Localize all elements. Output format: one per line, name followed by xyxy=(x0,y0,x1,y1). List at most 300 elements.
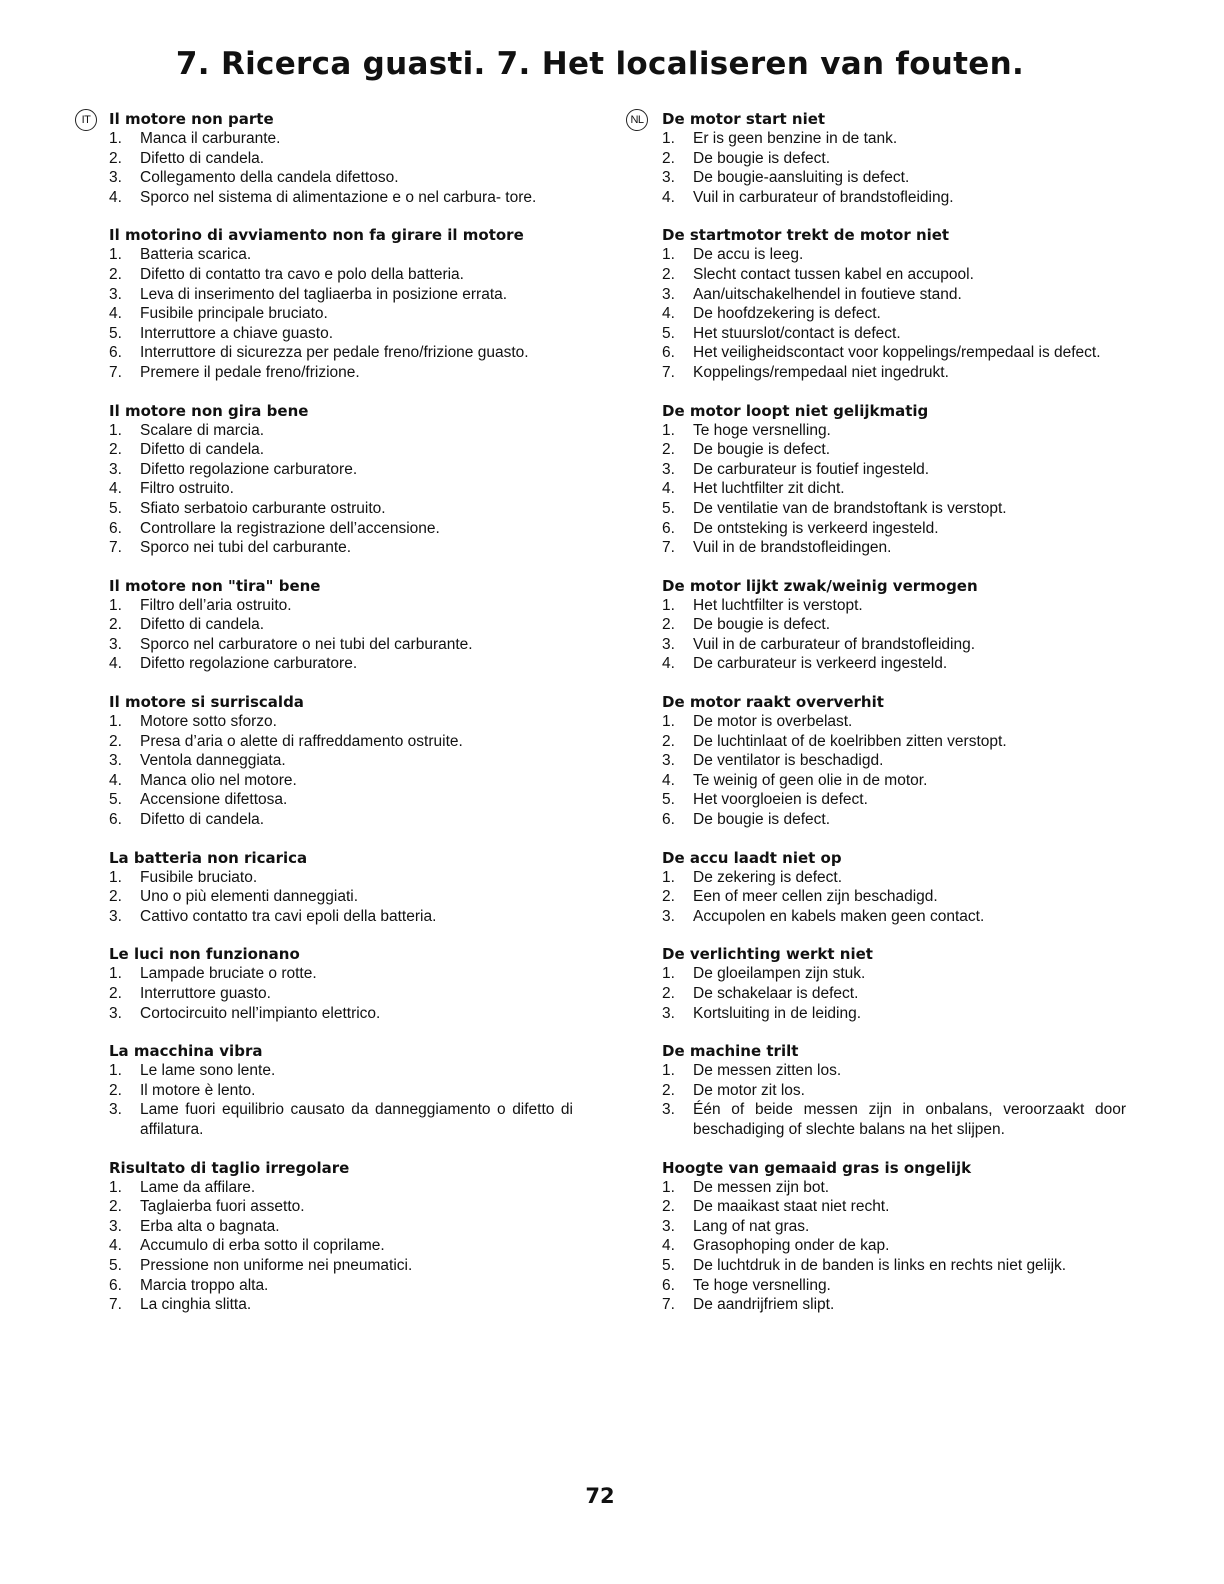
item-text: Cattivo contatto tra cavi epoli della batteria. xyxy=(140,907,437,925)
section-heading: De motor loopt niet gelijkmatig xyxy=(662,401,929,420)
item-text: Het stuurslot/contact is defect. xyxy=(693,324,901,342)
item-number: 4. xyxy=(662,1237,675,1255)
item-number: 1. xyxy=(662,713,675,731)
list-item xyxy=(109,615,573,635)
list-item xyxy=(109,538,573,558)
troubleshooting-section xyxy=(109,1042,573,1139)
item-number: 3. xyxy=(109,752,122,770)
item-text: Filtro ostruito. xyxy=(140,480,234,498)
item-text: Le lame sono lente. xyxy=(140,1062,276,1080)
troubleshooting-section xyxy=(109,945,573,1023)
section-heading: La macchina vibra xyxy=(109,1042,263,1061)
list-item xyxy=(109,1236,573,1256)
list-item xyxy=(662,1276,1126,1296)
list-item xyxy=(662,168,1126,188)
list-item xyxy=(109,1256,573,1276)
list-item xyxy=(662,1236,1126,1256)
troubleshooting-section xyxy=(109,1159,573,1315)
item-text: De bougie is defect. xyxy=(693,441,831,459)
item-text: Lame fuori equilibrio causato da danneggiamento o difetto di affilatura. xyxy=(140,1101,573,1138)
list-item xyxy=(109,324,573,344)
item-text: Premere il pedale freno/frizione. xyxy=(140,363,360,381)
item-number: 3. xyxy=(109,1101,122,1119)
item-text: Één of beide messen zijn in onbalans, veroorzaakt door beschadiging of slechte balans na het slijpen. xyxy=(693,1101,1126,1138)
item-number: 2. xyxy=(109,732,122,750)
item-number: 5. xyxy=(109,499,122,517)
item-number: 5. xyxy=(109,1256,122,1274)
item-text: Sfiato serbatoio carburante ostruito. xyxy=(140,499,386,517)
list-item xyxy=(662,596,1126,616)
troubleshooting-section xyxy=(662,693,1126,830)
list-item xyxy=(109,1197,573,1217)
item-text: De ventilatie van de brandstoftank is verstopt. xyxy=(693,499,1007,517)
item-number: 5. xyxy=(109,324,122,342)
list-item xyxy=(662,1004,1126,1024)
list-item xyxy=(109,285,573,305)
troubleshooting-section xyxy=(109,226,573,382)
list-item xyxy=(662,304,1126,324)
item-number: 5. xyxy=(662,791,675,809)
item-number: 3. xyxy=(662,1217,675,1235)
item-text: Het voorgloeien is defect. xyxy=(693,791,868,809)
item-number: 1. xyxy=(662,596,675,614)
list-item xyxy=(109,887,573,907)
list-item xyxy=(109,964,573,984)
item-number: 1. xyxy=(109,713,122,731)
list-item xyxy=(662,460,1126,480)
item-number: 1. xyxy=(109,868,122,886)
item-number: 7. xyxy=(109,1296,122,1314)
list-item xyxy=(109,440,573,460)
language-badge-nl: NL xyxy=(626,109,648,131)
item-text: De ontsteking is verkeerd ingesteld. xyxy=(693,519,939,537)
list-item xyxy=(109,984,573,1004)
item-number: 3. xyxy=(109,1217,122,1235)
troubleshooting-section xyxy=(109,693,573,830)
item-text: Accensione difettosa. xyxy=(140,791,288,809)
list-item xyxy=(662,751,1126,771)
troubleshooting-section xyxy=(662,110,1126,207)
item-text: Koppelings/rempedaal niet ingedrukt. xyxy=(693,363,949,381)
item-text: Vuil in de brandstofleidingen. xyxy=(693,539,892,557)
item-number: 1. xyxy=(109,130,122,147)
item-text: De carburateur is verkeerd ingesteld. xyxy=(693,655,948,673)
section-heading: Il motorino di avviamento non fa girare il motore xyxy=(109,226,524,245)
item-number: 2. xyxy=(109,616,122,634)
item-text: Te hoge versnelling. xyxy=(693,1276,831,1294)
section-heading: Il motore non parte xyxy=(109,110,274,128)
list-item xyxy=(109,129,573,149)
column-nl xyxy=(630,110,1126,1334)
item-text: Filtro dell’aria ostruito. xyxy=(140,596,292,614)
section-heading: Risultato di taglio irregolare xyxy=(109,1158,350,1177)
item-number: 2. xyxy=(109,888,122,906)
item-text: Accupolen en kabels maken geen contact. xyxy=(693,907,985,925)
item-number: 2. xyxy=(662,888,675,906)
item-number: 7. xyxy=(662,363,675,381)
list-item xyxy=(109,421,573,441)
item-number: 2. xyxy=(109,1081,122,1099)
cause-list xyxy=(109,1061,573,1139)
list-item xyxy=(109,712,573,732)
list-item xyxy=(109,907,573,927)
list-item xyxy=(662,1256,1126,1276)
item-text: Interruttore guasto. xyxy=(140,985,271,1002)
list-item xyxy=(662,149,1126,169)
item-text: De ventilator is beschadigd. xyxy=(693,752,884,770)
troubleshooting-section xyxy=(662,945,1126,1023)
item-text: Erba alta o bagnata. xyxy=(140,1217,280,1235)
item-number: 6. xyxy=(109,344,122,362)
item-number: 2. xyxy=(662,441,675,459)
cause-list xyxy=(109,596,573,674)
list-item xyxy=(662,964,1126,984)
item-number: 2. xyxy=(109,441,122,459)
list-item xyxy=(109,479,573,499)
item-text: Difetto di candela. xyxy=(140,441,265,459)
item-number: 3. xyxy=(662,1101,675,1119)
item-number: 3. xyxy=(662,635,675,653)
item-text: Fusibile principale bruciato. xyxy=(140,305,328,323)
list-item xyxy=(662,343,1126,363)
item-text: Pressione non uniforme nei pneumatici. xyxy=(140,1256,413,1274)
list-item xyxy=(662,265,1126,285)
item-number: 4. xyxy=(109,771,122,789)
troubleshooting-section xyxy=(109,402,573,558)
item-text: Vuil in de carburateur of brandstofleiding. xyxy=(693,635,976,653)
troubleshooting-section xyxy=(109,577,573,674)
item-number: 6. xyxy=(109,811,122,829)
item-text: De bougie is defect. xyxy=(693,811,831,829)
item-number: 4. xyxy=(109,188,122,206)
item-number: 2. xyxy=(109,149,122,167)
section-heading: Il motore si surriscalda xyxy=(109,693,304,712)
list-item xyxy=(109,732,573,752)
list-item xyxy=(662,1217,1126,1237)
item-number: 1. xyxy=(109,1178,122,1196)
item-number: 6. xyxy=(109,519,122,537)
list-item xyxy=(662,440,1126,460)
item-text: Interruttore a chiave guasto. xyxy=(140,324,334,342)
item-text: Lampade bruciate o rotte. xyxy=(140,965,317,983)
item-number: 5. xyxy=(662,324,675,342)
list-item xyxy=(109,363,573,383)
item-text: Leva di inserimento del tagliaerba in posizione errata. xyxy=(140,285,508,303)
section-list xyxy=(662,110,1126,1315)
item-text: Difetto di candela. xyxy=(140,811,265,829)
item-number: 3. xyxy=(662,907,675,925)
item-text: La cinghia slitta. xyxy=(140,1296,252,1314)
list-item xyxy=(662,1061,1126,1081)
item-text: Kortsluiting in de leiding. xyxy=(693,1004,862,1022)
list-item xyxy=(109,1295,573,1315)
list-item xyxy=(662,887,1126,907)
item-number: 4. xyxy=(662,305,675,323)
list-item xyxy=(109,1178,573,1198)
troubleshooting-section xyxy=(662,1159,1126,1315)
item-text: De messen zitten los. xyxy=(693,1062,842,1080)
section-heading: Hoogte van gemaaid gras is ongelijk xyxy=(662,1158,972,1177)
cause-list xyxy=(109,421,573,558)
item-text: Vuil in carburateur of brandstofleiding. xyxy=(693,188,954,206)
list-item xyxy=(109,1276,573,1296)
item-number: 7. xyxy=(662,1296,675,1314)
item-text: Te weinig of geen olie in de motor. xyxy=(693,771,928,789)
item-text: De zekering is defect. xyxy=(693,868,843,886)
section-list xyxy=(109,110,573,1315)
item-number: 2. xyxy=(662,985,675,1002)
item-text: Interruttore di sicurezza per pedale freno/frizione guasto. xyxy=(140,344,529,362)
item-text: De bougie-aansluiting is defect. xyxy=(693,169,910,187)
item-text: De aandrijfriem slipt. xyxy=(693,1296,835,1314)
list-item xyxy=(109,499,573,519)
list-item xyxy=(662,635,1126,655)
item-text: Sporco nel carburatore o nei tubi del carburante. xyxy=(140,635,473,653)
cause-list xyxy=(662,964,1126,1023)
section-heading: De motor raakt oververhit xyxy=(662,693,884,712)
item-text: Fusibile bruciato. xyxy=(140,868,258,886)
section-heading: De startmotor trekt de motor niet xyxy=(662,226,950,245)
item-number: 2. xyxy=(662,265,675,283)
item-number: 4. xyxy=(662,771,675,789)
list-item xyxy=(662,129,1126,149)
item-text: Ventola danneggiata. xyxy=(140,752,286,770)
item-text: Aan/uitschakelhendel in foutieve stand. xyxy=(693,285,962,303)
list-item xyxy=(662,363,1126,383)
cause-list xyxy=(662,129,1126,207)
item-number: 2. xyxy=(109,985,122,1002)
list-item xyxy=(109,149,573,169)
list-item xyxy=(109,1217,573,1237)
section-heading: De motor start niet xyxy=(662,110,826,128)
item-text: Collegamento della candela difettoso. xyxy=(140,169,399,187)
item-number: 3. xyxy=(109,285,122,303)
cause-list xyxy=(662,421,1126,558)
list-item xyxy=(662,188,1126,208)
list-item xyxy=(109,1081,573,1101)
item-text: Sporco nei tubi del carburante. xyxy=(140,539,352,557)
list-item xyxy=(109,751,573,771)
item-text: Batteria scarica. xyxy=(140,246,252,264)
section-heading: Il motore non gira bene xyxy=(109,401,309,420)
item-number: 1. xyxy=(109,1062,122,1080)
cause-list xyxy=(662,1061,1126,1139)
item-number: 2. xyxy=(662,616,675,634)
section-heading: De motor lijkt zwak/weinig vermogen xyxy=(662,576,978,595)
list-item xyxy=(662,1178,1126,1198)
item-number: 1. xyxy=(109,965,122,983)
item-text: De messen zijn bot. xyxy=(693,1178,830,1196)
item-number: 6. xyxy=(109,1276,122,1294)
list-item xyxy=(662,907,1126,927)
item-text: Difetto regolazione carburatore. xyxy=(140,460,358,478)
cause-list xyxy=(662,596,1126,674)
troubleshooting-section xyxy=(662,1042,1126,1139)
list-item xyxy=(109,1004,573,1024)
item-number: 4. xyxy=(662,655,675,673)
page-title: 7. Ricerca guasti. 7. Het localiseren van fouten. xyxy=(175,46,1025,82)
list-item xyxy=(109,168,573,188)
list-item xyxy=(662,790,1126,810)
item-number: 6. xyxy=(662,519,675,537)
item-number: 3. xyxy=(662,1004,675,1022)
item-number: 1. xyxy=(662,965,675,983)
cause-list xyxy=(662,868,1126,927)
item-number: 2. xyxy=(662,1198,675,1216)
item-number: 1. xyxy=(662,868,675,886)
item-number: 3. xyxy=(109,635,122,653)
item-number: 7. xyxy=(109,539,122,557)
list-item xyxy=(109,868,573,888)
item-text: Een of meer cellen zijn beschadigd. xyxy=(693,888,938,906)
list-item xyxy=(109,1061,573,1081)
item-number: 3. xyxy=(662,752,675,770)
item-text: Difetto di candela. xyxy=(140,149,265,167)
item-number: 2. xyxy=(109,1198,122,1216)
cause-list xyxy=(109,129,573,207)
item-text: De gloeilampen zijn stuk. xyxy=(693,965,866,983)
list-item xyxy=(662,519,1126,539)
item-text: Accumulo di erba sotto il coprilame. xyxy=(140,1237,385,1255)
list-item xyxy=(662,732,1126,752)
item-text: De motor is overbelast. xyxy=(693,713,853,731)
item-number: 1. xyxy=(662,246,675,264)
item-number: 2. xyxy=(662,1081,675,1099)
item-number: 4. xyxy=(109,1237,122,1255)
list-item xyxy=(109,188,573,208)
list-item xyxy=(662,712,1126,732)
item-text: De hoofdzekering is defect. xyxy=(693,305,881,323)
item-number: 3. xyxy=(109,169,122,187)
item-text: De accu is leeg. xyxy=(693,246,804,264)
list-item xyxy=(662,1081,1126,1101)
cause-list xyxy=(109,245,573,382)
list-item xyxy=(109,519,573,539)
item-number: 5. xyxy=(662,1256,675,1274)
list-item xyxy=(109,245,573,265)
list-item xyxy=(109,771,573,791)
troubleshooting-section xyxy=(662,577,1126,674)
item-number: 4. xyxy=(109,655,122,673)
list-item xyxy=(109,1100,573,1139)
troubleshooting-section xyxy=(662,402,1126,558)
list-item xyxy=(662,868,1126,888)
item-text: Taglaierba fuori assetto. xyxy=(140,1198,305,1216)
list-item xyxy=(662,615,1126,635)
section-heading: De verlichting werkt niet xyxy=(662,945,873,964)
list-item xyxy=(662,1197,1126,1217)
item-text: Er is geen benzine in de tank. xyxy=(693,130,898,147)
item-text: Lang of nat gras. xyxy=(693,1217,810,1235)
page-number: 72 xyxy=(585,1484,615,1508)
item-number: 3. xyxy=(109,907,122,925)
item-number: 3. xyxy=(109,1004,122,1022)
troubleshooting-section xyxy=(662,849,1126,927)
column-it xyxy=(81,110,573,1334)
list-item xyxy=(662,810,1126,830)
item-number: 6. xyxy=(662,1276,675,1294)
list-item xyxy=(662,984,1126,1004)
item-text: Controllare la registrazione dell’accensione. xyxy=(140,519,440,537)
item-number: 2. xyxy=(662,732,675,750)
item-text: Lame da affilare. xyxy=(140,1178,256,1196)
item-text: De luchtinlaat of de koelribben zitten verstopt. xyxy=(693,732,1007,750)
item-number: 1. xyxy=(109,421,122,439)
cause-list xyxy=(662,712,1126,830)
list-item xyxy=(109,810,573,830)
item-text: Het luchtfilter zit dicht. xyxy=(693,480,845,498)
item-text: De schakelaar is defect. xyxy=(693,985,859,1002)
list-item xyxy=(109,460,573,480)
item-number: 6. xyxy=(662,811,675,829)
list-item xyxy=(662,499,1126,519)
item-number: 3. xyxy=(109,460,122,478)
item-number: 1. xyxy=(662,1178,675,1196)
list-item xyxy=(662,245,1126,265)
item-text: De carburateur is foutief ingesteld. xyxy=(693,460,930,478)
cause-list xyxy=(109,868,573,927)
section-heading: La batteria non ricarica xyxy=(109,848,308,867)
section-heading: De accu laadt niet op xyxy=(662,848,842,867)
item-text: Il motore è lento. xyxy=(140,1081,256,1099)
section-heading: Il motore non "tira" bene xyxy=(109,576,321,595)
item-text: Presa d’aria o alette di raffreddamento ostruite. xyxy=(140,732,463,750)
troubleshooting-section xyxy=(109,110,573,207)
item-text: Scalare di marcia. xyxy=(140,421,265,439)
list-item xyxy=(109,635,573,655)
item-text: De maaikast staat niet recht. xyxy=(693,1198,890,1216)
item-number: 1. xyxy=(662,130,675,147)
item-text: Difetto di candela. xyxy=(140,616,265,634)
item-text: Motore sotto sforzo. xyxy=(140,713,277,731)
item-text: De motor zit los. xyxy=(693,1081,805,1099)
list-item xyxy=(662,421,1126,441)
item-text: Difetto di contatto tra cavo e polo della batteria. xyxy=(140,265,464,283)
list-item xyxy=(662,1100,1126,1139)
list-item xyxy=(662,654,1126,674)
list-item xyxy=(109,343,573,363)
list-item xyxy=(662,1295,1126,1315)
item-text: De bougie is defect. xyxy=(693,149,831,167)
list-item xyxy=(109,790,573,810)
cause-list xyxy=(662,245,1126,382)
item-text: Slecht contact tussen kabel en accupool. xyxy=(693,265,974,283)
list-item xyxy=(109,304,573,324)
item-text: De luchtdruk in de banden is links en rechts niet gelijk. xyxy=(693,1256,1067,1274)
item-text: Manca olio nel motore. xyxy=(140,771,297,789)
item-number: 4. xyxy=(662,480,675,498)
item-number: 7. xyxy=(109,363,122,381)
list-item xyxy=(109,654,573,674)
item-number: 5. xyxy=(662,499,675,517)
item-number: 1. xyxy=(109,246,122,264)
list-item xyxy=(662,324,1126,344)
cause-list xyxy=(109,964,573,1023)
cause-list xyxy=(662,1178,1126,1315)
item-text: Uno o più elementi danneggiati. xyxy=(140,888,359,906)
cause-list xyxy=(109,1178,573,1315)
item-number: 1. xyxy=(109,596,122,614)
item-number: 3. xyxy=(662,460,675,478)
item-text: Marcia troppo alta. xyxy=(140,1276,269,1294)
item-text: Manca il carburante. xyxy=(140,130,281,147)
item-text: Het luchtfilter is verstopt. xyxy=(693,596,863,614)
list-item xyxy=(662,538,1126,558)
item-text: Difetto regolazione carburatore. xyxy=(140,655,358,673)
section-heading: De machine trilt xyxy=(662,1042,799,1061)
item-number: 3. xyxy=(662,285,675,303)
troubleshooting-section xyxy=(109,849,573,927)
